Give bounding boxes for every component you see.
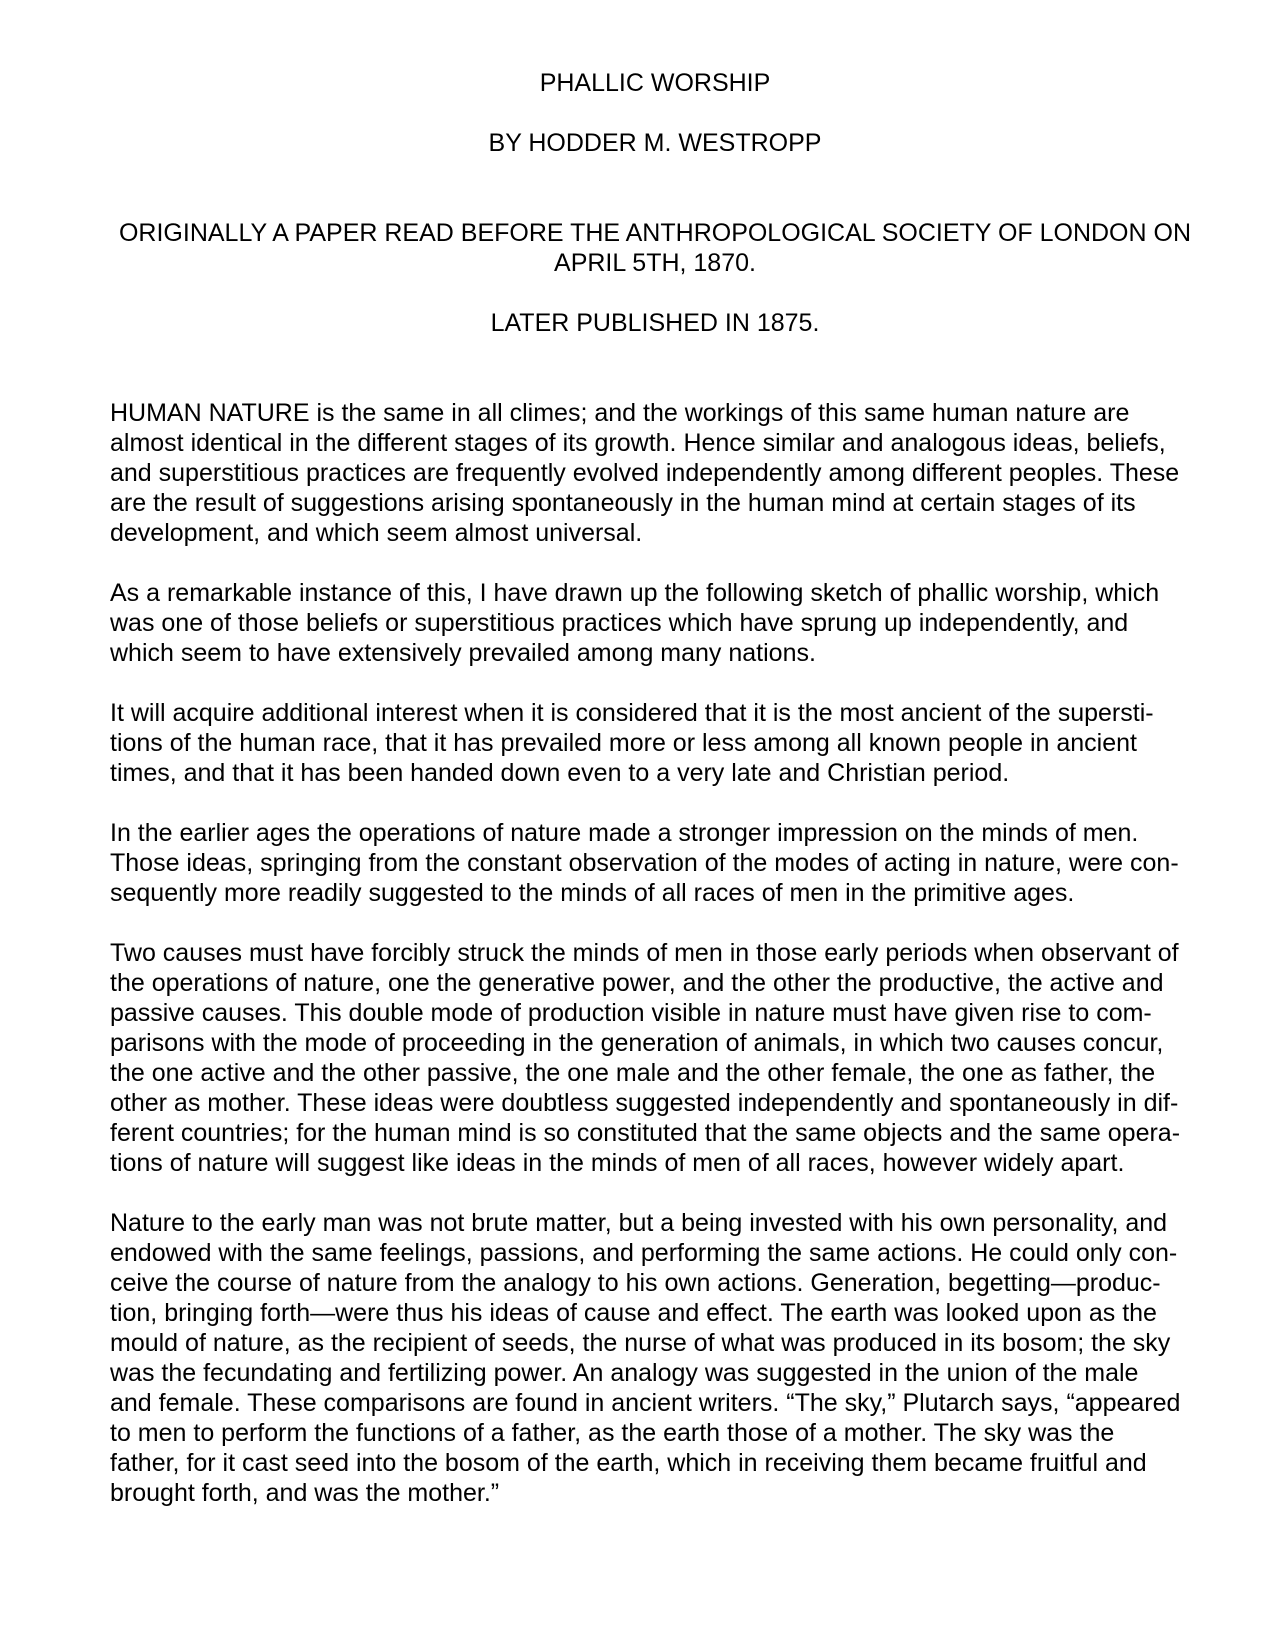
subtitle [110, 218, 1200, 278]
text-line: As a remarkable instance of this, I have drawn up the following sketch of phallic worship, which [110, 579, 1160, 607]
text-line: the one active and the other passive, the one male and the other female, the one as father, the [110, 1059, 1156, 1087]
paragraph [110, 698, 1200, 788]
paragraph [110, 818, 1200, 908]
paragraph [110, 938, 1200, 1178]
text-line: which seem to have extensively prevailed among many nations. [110, 639, 816, 667]
text-line: times, and that it has been handed down even to a very late and Christian period. [110, 759, 1010, 787]
document-body [110, 398, 1200, 1508]
text-line: In the earlier ages the operations of nature made a stronger impression on the minds of men. [110, 819, 1139, 847]
text-line: Nature to the early man was not brute matter, but a being invested with his own personality, and [110, 1209, 1168, 1237]
text-line: passive causes. This double mode of production visible in nature must have given rise to com- [110, 999, 1152, 1027]
text-line: father, for it cast seed into the bosom of the earth, which in receiving them became fruitful and [110, 1449, 1147, 1477]
text-line: Those ideas, springing from the constant observation of the modes of acting in nature, were con- [110, 849, 1179, 877]
text-line: HUMAN NATURE is the same in all climes; and the workings of this same human nature are [110, 399, 1130, 427]
publication-note: LATER PUBLISHED IN 1875. [490, 309, 820, 337]
subtitle-line-2: APRIL 5TH, 1870. [554, 249, 756, 277]
text-line: It will acquire additional interest when it is considered that it is the most ancient of the supersti- [110, 699, 1154, 727]
text-line: was one of those beliefs or superstitious practices which have sprung up independently, and [110, 609, 1129, 637]
text-line: other as mother. These ideas were doubtless suggested independently and spontaneously in dif- [110, 1089, 1179, 1117]
document-content [110, 0, 1200, 1538]
text-line: to men to perform the functions of a father, as the earth those of a mother. The sky was the [110, 1419, 1115, 1447]
text-line: parisons with the mode of proceeding in the generation of animals, in which two causes concur, [110, 1029, 1164, 1057]
text-line: almost identical in the different stages of its growth. Hence similar and analogous ideas, beliefs, [110, 429, 1166, 457]
text-line: tion, bringing forth—were thus his ideas of cause and effect. The earth was looked upon as the [110, 1299, 1157, 1327]
text-line: brought forth, and was the mother.” [110, 1479, 500, 1507]
text-line: are the result of suggestions arising spontaneously in the human mind at certain stages of its [110, 489, 1136, 517]
text-line: and superstitious practices are frequently evolved independently among different peoples. These [110, 459, 1180, 487]
paragraph [110, 1208, 1200, 1508]
paragraph [110, 398, 1200, 548]
text-line: mould of nature, as the recipient of seeds, the nurse of what was produced in its bosom; the sky [110, 1329, 1171, 1357]
text-line: was the fecundating and fertilizing power. An analogy was suggested in the union of the male [110, 1359, 1139, 1387]
text-line: Two causes must have forcibly struck the minds of men in those early periods when observant of [110, 939, 1179, 967]
text-line: endowed with the same feelings, passions, and performing the same actions. He could only con- [110, 1239, 1178, 1267]
text-line: tions of nature will suggest like ideas in the minds of men of all races, however widely apart. [110, 1149, 1125, 1177]
text-line: ceive the course of nature from the analogy to his own actions. Generation, begetting—produc- [110, 1269, 1161, 1297]
text-line: ferent countries; for the human mind is so constituted that the same objects and the same opera- [110, 1119, 1181, 1147]
text-line: development, and which seem almost universal. [110, 519, 643, 547]
paragraph [110, 578, 1200, 668]
page-title: PHALLIC WORSHIP [539, 69, 771, 97]
text-line: the operations of nature, one the generative power, and the other the productive, the active and [110, 969, 1164, 997]
text-line: sequently more readily suggested to the minds of all races of men in the primitive ages. [110, 879, 1075, 907]
byline: BY HODDER M. WESTROPP [488, 129, 822, 157]
text-line: tions of the human race, that it has prevailed more or less among all known people in ancient [110, 729, 1137, 757]
text-line: and female. These comparisons are found in ancient writers. “The sky,” Plutarch says, “appeared [110, 1389, 1181, 1417]
subtitle-line-1: ORIGINALLY A PAPER READ BEFORE THE ANTHROPOLOGICAL SOCIETY OF LONDON ON [118, 219, 1192, 247]
